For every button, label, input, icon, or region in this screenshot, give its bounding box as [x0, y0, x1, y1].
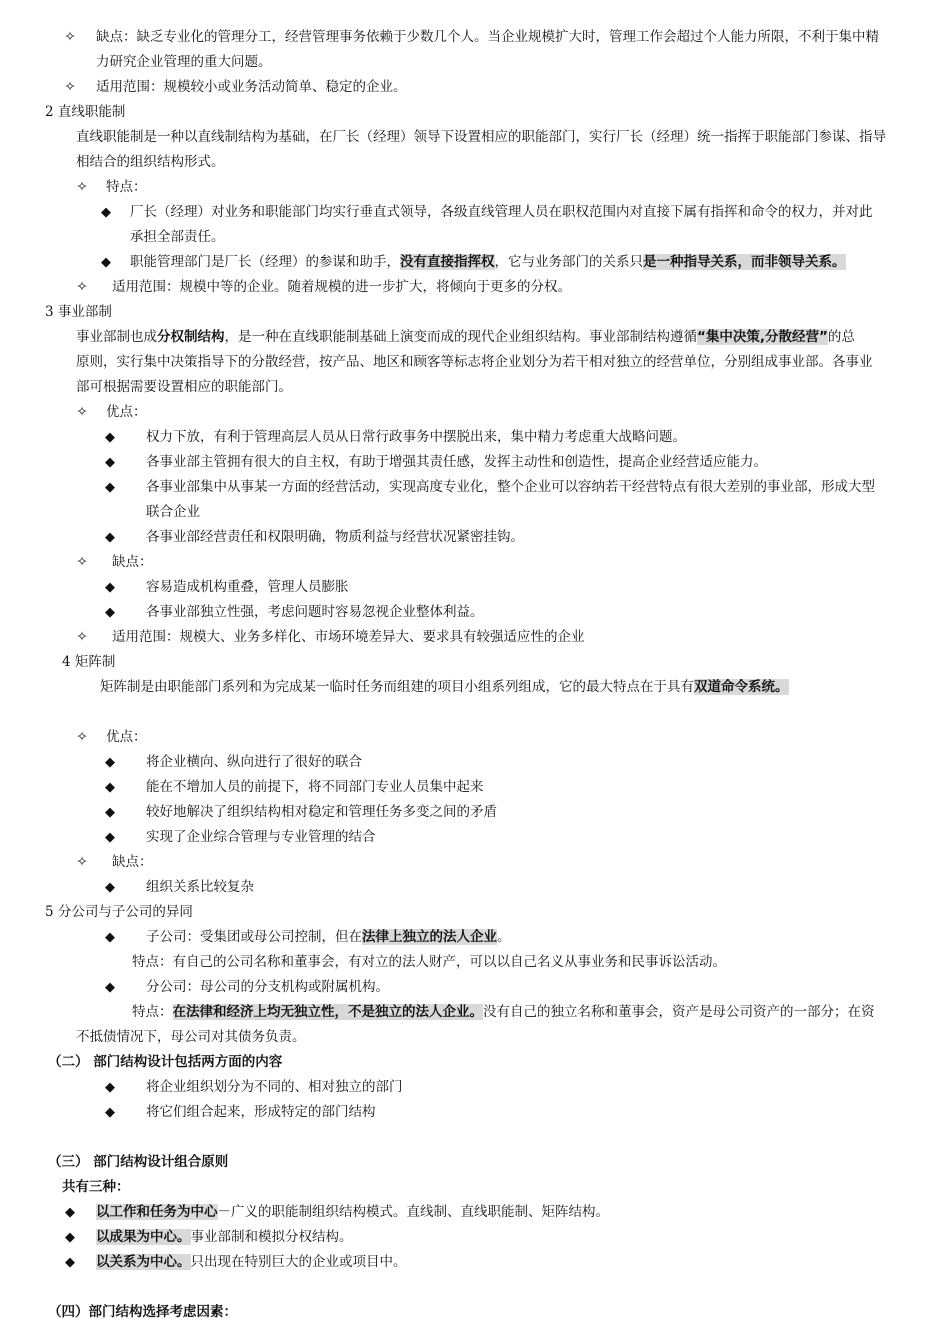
- list-item: [100, 600, 484, 625]
- filled-diamond-icon: ◆: [101, 255, 111, 270]
- cons-text: 缺点：缺乏专业化的管理分工，经营管理事务依赖于少数几个人。当企业规模扩大时，管理工作会超过个人能力所限，不利于集中精: [96, 29, 879, 45]
- text: 。: [497, 929, 511, 945]
- filled-diamond-icon: ◆: [105, 980, 115, 995]
- list-item: [100, 825, 376, 850]
- filled-diamond-icon: ◆: [105, 605, 115, 620]
- feature-text-cont: 承担全部责任。: [130, 229, 225, 245]
- item-text: 容易造成机构重叠，管理人员膨胀: [146, 579, 349, 595]
- bold-term: 分权制结构: [157, 329, 225, 345]
- paragraph: 原则，实行集中决策指导下的分散经营，按产品、地区和顾客等标志将企业划分为若干相对独立的经营单位，分别组成事业部。各事业: [76, 354, 873, 370]
- paragraph: [76, 325, 855, 350]
- list-item: [100, 425, 686, 450]
- list-item: [72, 275, 571, 300]
- list-item: [100, 775, 484, 800]
- list-item: [100, 875, 254, 900]
- highlight: 双道命令系统。: [694, 679, 789, 695]
- list-item: [100, 750, 362, 775]
- item-text: 各事业部集中从事某一方面的经营活动，实现高度专业化，整个企业可以容纳若干经营特点有很大差别的事业部，形成大型: [146, 479, 875, 495]
- open-diamond-icon: ✧: [76, 279, 88, 295]
- open-diamond-icon: ✧: [76, 729, 88, 745]
- list-item: [100, 450, 767, 475]
- list-item: [100, 1100, 376, 1125]
- filled-diamond-icon: ◆: [105, 755, 115, 770]
- filled-diamond-icon: ◆: [105, 580, 115, 595]
- text: 子公司：受集团或母公司控制，但在: [146, 929, 362, 945]
- filled-diamond-icon: ◆: [105, 480, 115, 495]
- highlight: 是一种指导关系，而非领导关系。: [643, 254, 846, 270]
- list-item: [60, 1200, 609, 1225]
- item-text-cont: 联合企业: [146, 504, 200, 520]
- list-item: [100, 525, 524, 550]
- text: 没有自己的独立名称和董事会，资产是母公司资产的一部分；在资: [483, 1004, 875, 1020]
- list-item: [60, 25, 879, 50]
- item-text: 实现了企业综合管理与专业管理的结合: [146, 829, 376, 845]
- filled-diamond-icon: ◆: [105, 805, 115, 820]
- item-text: 各事业部主管拥有很大的自主权，有助于增强其责任感，发挥主动性和创造性，提高企业经营适应能力。: [146, 454, 767, 470]
- scope-text: 适用范围：规模中等的企业。随着规模的进一步扩大，将倾向于更多的分权。: [112, 279, 571, 295]
- list-item: [100, 1075, 403, 1100]
- filled-diamond-icon: ◆: [65, 1230, 75, 1245]
- highlight: 以工作和任务为中心: [96, 1204, 218, 1220]
- list-item: [96, 200, 873, 225]
- feature-text: ，它与业务部门的关系只: [494, 254, 643, 270]
- open-diamond-icon: ✧: [76, 404, 88, 420]
- list-item: [72, 625, 585, 650]
- item-text: 将企业组织划分为不同的、相对独立的部门: [146, 1079, 403, 1095]
- features-label: 特点：: [106, 179, 147, 195]
- highlight: “集中决策,分散经营”: [697, 329, 828, 345]
- feature-text-cont: 不抵债情况下，母公司对其债务负责。: [76, 1029, 306, 1045]
- list-item: [72, 725, 147, 750]
- list-item: [60, 75, 407, 100]
- highlight: 以关系为中心。: [96, 1254, 191, 1270]
- filled-diamond-icon: ◆: [101, 205, 111, 220]
- filled-diamond-icon: ◆: [105, 880, 115, 895]
- sub-heading: 共有三种：: [62, 1179, 130, 1195]
- part-heading: （三） 部门结构设计组合原则: [48, 1154, 229, 1170]
- filled-diamond-icon: ◆: [105, 780, 115, 795]
- section-heading: 3 事业部制: [45, 304, 112, 320]
- open-diamond-icon: ✧: [64, 79, 76, 95]
- filled-diamond-icon: ◆: [105, 830, 115, 845]
- item-text: 分公司：母公司的分支机构或附属机构。: [146, 979, 389, 995]
- feature-text: 特点：有自己的公司名称和董事会，有对立的法人财产，可以以自己名义从事业务和民事诉讼活动。: [132, 954, 726, 970]
- cons-text-cont: 力研究企业管理的重大问题。: [96, 54, 272, 70]
- paragraph: 相结合的组织结构形式。: [76, 154, 225, 170]
- open-diamond-icon: ✧: [64, 29, 76, 45]
- item-text: 能在不增加人员的前提下，将不同部门专业人员集中起来: [146, 779, 484, 795]
- list-item: [72, 550, 153, 575]
- section-heading: 5 分公司与子公司的异同: [45, 904, 193, 920]
- list-item: [100, 475, 875, 500]
- filled-diamond-icon: ◆: [105, 455, 115, 470]
- list-item: [100, 575, 349, 600]
- open-diamond-icon: ✧: [76, 629, 88, 645]
- open-diamond-icon: ✧: [76, 179, 88, 195]
- list-item: [100, 800, 497, 825]
- filled-diamond-icon: ◆: [105, 1105, 115, 1120]
- feature-text: 职能管理部门是厂长（经理）的参谋和助手，: [130, 254, 400, 270]
- list-item: [72, 400, 147, 425]
- list-item: [60, 1250, 407, 1275]
- section-heading: 2 直线职能制: [45, 104, 126, 120]
- list-item: [72, 175, 147, 200]
- item-text: 组织关系比较复杂: [146, 879, 254, 895]
- text: 的总: [827, 329, 855, 345]
- item-text: 只出现在特别巨大的企业或项目中。: [190, 1254, 407, 1270]
- list-item: [100, 975, 389, 1000]
- list-item: [72, 850, 153, 875]
- feature-text: 厂长（经理）对业务和职能部门均实行垂直式领导，各级直线管理人员在职权范围内对直接下属有指挥和命令的权力，并对此: [130, 204, 873, 220]
- scope-text: 适用范围：规模大、业务多样化、市场环境差异大、要求具有较强适应性的企业: [112, 629, 585, 645]
- filled-diamond-icon: ◆: [65, 1255, 75, 1270]
- part-heading: （二） 部门结构设计包括两方面的内容: [48, 1054, 283, 1070]
- item-text: 较好地解决了组织结构相对稳定和管理任务多变之间的矛盾: [146, 804, 497, 820]
- pros-label: 优点：: [106, 729, 147, 745]
- open-diamond-icon: ✧: [76, 854, 88, 870]
- filled-diamond-icon: ◆: [105, 430, 115, 445]
- part-heading: （四）部门结构选择考虑因素：: [48, 1304, 237, 1320]
- text: 矩阵制是由职能部门系列和为完成某一临时任务而组建的项目小组系列组成，它的最大特点在于具有: [100, 679, 694, 695]
- feature-text: [132, 1000, 875, 1025]
- list-item: [100, 925, 511, 950]
- list-item: [96, 250, 846, 275]
- item-text: 各事业部经营责任和权限明确，物质利益与经营状况紧密挂钩。: [146, 529, 524, 545]
- item-text: －广义的职能制组织结构模式。直线制、直线职能制、矩阵结构。: [217, 1204, 609, 1220]
- section-heading: 4 矩阵制: [62, 654, 116, 670]
- pros-label: 优点：: [106, 404, 147, 420]
- cons-label: 缺点：: [112, 854, 153, 870]
- item-text: 权力下放，有利于管理高层人员从日常行政事务中摆脱出来，集中精力考虑重大战略问题。: [146, 429, 686, 445]
- text: 特点：: [132, 1004, 173, 1020]
- item-text: 事业部制和模拟分权结构。: [190, 1229, 353, 1245]
- filled-diamond-icon: ◆: [105, 930, 115, 945]
- filled-diamond-icon: ◆: [65, 1205, 75, 1220]
- highlight: 没有直接指挥权: [400, 254, 495, 270]
- filled-diamond-icon: ◆: [105, 530, 115, 545]
- text: ，是一种在直线职能制基础上演变而成的现代企业组织结构。事业部制结构遵循: [224, 329, 697, 345]
- filled-diamond-icon: ◆: [105, 1080, 115, 1095]
- paragraph: 直线职能制是一种以直线制结构为基础，在厂长（经理）领导下设置相应的职能部门，实行厂长（经理）统一指挥于职能部门参谋、指导: [76, 129, 886, 145]
- highlight: 以成果为中心。: [96, 1229, 191, 1245]
- open-diamond-icon: ✧: [76, 554, 88, 570]
- text: 事业部制也成: [76, 329, 157, 345]
- item-text: 将企业横向、纵向进行了很好的联合: [146, 754, 362, 770]
- paragraph: [100, 675, 789, 700]
- highlight: 法律上独立的法人企业: [362, 929, 497, 945]
- highlight: 在法律和经济上均无独立性，不是独立的法人企业。: [172, 1004, 483, 1020]
- item-text: 将它们组合起来，形成特定的部门结构: [146, 1104, 376, 1120]
- list-item: [60, 1225, 353, 1250]
- scope-text: 适用范围：规模较小或业务活动简单、稳定的企业。: [96, 79, 407, 95]
- cons-label: 缺点：: [112, 554, 153, 570]
- paragraph: 部可根据需要设置相应的职能部门。: [76, 379, 292, 395]
- item-text: 各事业部独立性强，考虑问题时容易忽视企业整体利益。: [146, 604, 484, 620]
